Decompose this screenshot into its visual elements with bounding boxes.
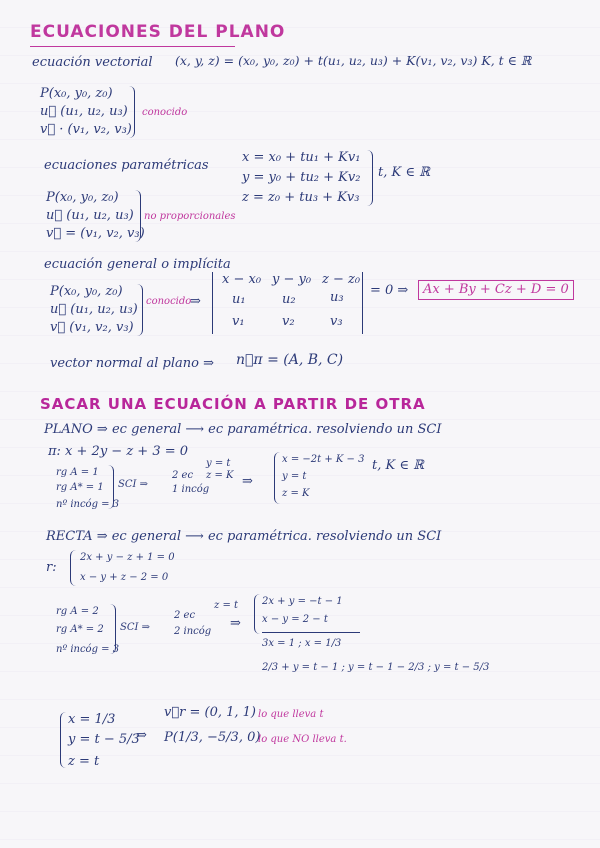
param-vector-u: u⃗ (u₁, u₂, u₃)	[46, 208, 134, 223]
vectorial-vector-u: u⃗ (u₁, u₂, u₃)	[40, 104, 128, 119]
param-eq-z: z = z₀ + tu₃ + Kv₃	[242, 190, 360, 205]
recta-sci: SCI ⇒	[120, 622, 151, 633]
param-brace	[366, 150, 373, 206]
recta-rank-a: rg A = 2	[56, 606, 99, 617]
general-implies: ⇒	[190, 294, 201, 309]
recta-solve-brace	[254, 594, 261, 634]
vectorial-equation: (x, y, z) = (x₀, y₀, z₀) + t(u₁, u₂, u₃) + K(v₁, v₂, v₃) K, t ∈ ℝ	[175, 53, 532, 68]
det-r2c3: u₃	[330, 290, 344, 305]
general-label: ecuación general o implícita	[44, 257, 231, 272]
param-eq-y: y = y₀ + tu₂ + Kv₂	[242, 170, 361, 185]
det-r2c1: u₁	[232, 292, 246, 307]
det-r3c1: v₁	[232, 314, 245, 329]
recta-sys-label: r:	[46, 560, 57, 575]
recta-unknowns: nº incóg = 3	[56, 644, 120, 655]
plano-sci: SCI ⇒	[118, 479, 149, 490]
plano-sys-y: y = t	[282, 471, 307, 482]
plano-heading: PLANO ⇒ ec general ⟶ ec paramétrica. resolviendo un SCI	[44, 422, 442, 437]
recta-direction-note: lo que lleva t	[258, 709, 324, 720]
recta-final-brace	[60, 712, 67, 768]
recta-incog-count: 2 incóg	[174, 626, 212, 637]
param-domain: t, K ∈ ℝ	[378, 165, 430, 180]
recta-final-x: x = 1/3	[68, 712, 116, 727]
param-note: no proporcionales	[144, 211, 236, 222]
general-vector-v: v⃗ (v₁, v₂, v₃)	[50, 320, 134, 335]
general-point: P(x₀, y₀, z₀)	[50, 284, 123, 299]
general-note: conocido	[146, 296, 192, 307]
param-vector-v: v⃗ = (v₁, v₂, v₃)	[46, 226, 145, 241]
recta-point: P(1/3, −5/3, 0)	[164, 730, 261, 745]
recta-final-implies: ⇒	[136, 728, 147, 743]
plano-ec-count: 2 ec	[172, 470, 194, 481]
recta-sum-line	[262, 632, 360, 633]
vectorial-brace	[128, 86, 135, 138]
vectorial-note: conocido	[142, 107, 188, 118]
recta-ec-count: 2 ec	[174, 610, 196, 621]
vectorial-label: ecuación vectorial	[32, 55, 153, 70]
det-r3c2: v₂	[282, 314, 295, 329]
recta-solve-2: x − y = 2 − t	[262, 614, 328, 625]
general-brace	[136, 284, 143, 336]
plano-incog-count: 1 incóg	[172, 484, 210, 495]
normal-equation: n⃗π = (A, B, C)	[236, 352, 344, 368]
det-r3c3: v₃	[330, 314, 343, 329]
plano-sub-y: y = t	[206, 458, 231, 469]
recta-sys-brace	[70, 550, 77, 586]
recta-eq-1: 2x + y − z + 1 = 0	[80, 552, 175, 563]
general-vector-u: u⃗ (u₁, u₂, u₃)	[50, 302, 138, 317]
plano-rank-brace	[108, 465, 114, 509]
title-ecuaciones-del-plano: ECUACIONES DEL PLANO	[30, 22, 286, 42]
recta-solve-3: 3x = 1 ; x = 1/3	[262, 638, 342, 649]
plano-domain: t, K ∈ ℝ	[372, 458, 424, 473]
title-underline	[30, 46, 235, 47]
plano-rank-a: rg A = 1	[56, 467, 99, 478]
plano-rank-astar: rg A* = 1	[56, 482, 104, 493]
det-r2c2: u₂	[282, 292, 296, 307]
plano-sys-x: x = −2t + K − 3	[282, 454, 365, 465]
plano-unknowns: nº incóg = 3	[56, 499, 120, 510]
vectorial-vector-v: v⃗ · (v₁, v₂, v₃)	[40, 122, 132, 137]
recta-rank-brace	[110, 604, 116, 654]
plano-system-brace	[274, 452, 281, 504]
param-point: P(x₀, y₀, z₀)	[46, 190, 119, 205]
recta-heading: RECTA ⇒ ec general ⟶ ec paramétrica. resolviendo un SCI	[46, 529, 442, 544]
det-left-bar	[212, 272, 213, 334]
general-result: Ax + By + Cz + D = 0	[418, 280, 574, 300]
recta-implies: ⇒	[230, 616, 241, 631]
recta-solve-y: 2/3 + y = t − 1 ; y = t − 1 − 2/3 ; y = t − 5/3	[262, 662, 490, 673]
title-sacar-ecuacion: SACAR UNA ECUACIÓN A PARTIR DE OTRA	[40, 395, 426, 413]
parametricas-label: ecuaciones paramétricas	[44, 158, 209, 173]
plano-sys-z: z = K	[282, 488, 310, 499]
recta-sub-z: z = t	[214, 600, 239, 611]
det-equals-zero: = 0 ⇒	[370, 283, 409, 298]
recta-rank-astar: rg A* = 2	[56, 624, 104, 635]
det-r1c1: x − x₀	[222, 272, 262, 287]
plano-implies: ⇒	[242, 474, 253, 489]
plano-sub-z: z = K	[206, 470, 234, 481]
recta-final-z: z = t	[68, 754, 100, 769]
det-r1c2: y − y₀	[272, 272, 312, 287]
param-eq-x: x = x₀ + tu₁ + Kv₁	[242, 150, 361, 165]
recta-final-y: y = t − 5/3	[68, 732, 140, 747]
recta-direction-vector: v⃗r = (0, 1, 1)	[164, 705, 257, 720]
recta-point-note: lo que NO lleva t.	[258, 734, 347, 745]
det-r1c3: z − z₀	[322, 272, 361, 287]
recta-solve-1: 2x + y = −t − 1	[262, 596, 343, 607]
det-right-bar	[362, 272, 363, 334]
vectorial-point: P(x₀, y₀, z₀)	[40, 86, 113, 101]
param-vectors-brace	[134, 190, 141, 242]
plano-equation: π: x + 2y − z + 3 = 0	[48, 444, 189, 459]
normal-label: vector normal al plano ⇒	[50, 356, 214, 371]
recta-eq-2: x − y + z − 2 = 0	[80, 572, 169, 583]
